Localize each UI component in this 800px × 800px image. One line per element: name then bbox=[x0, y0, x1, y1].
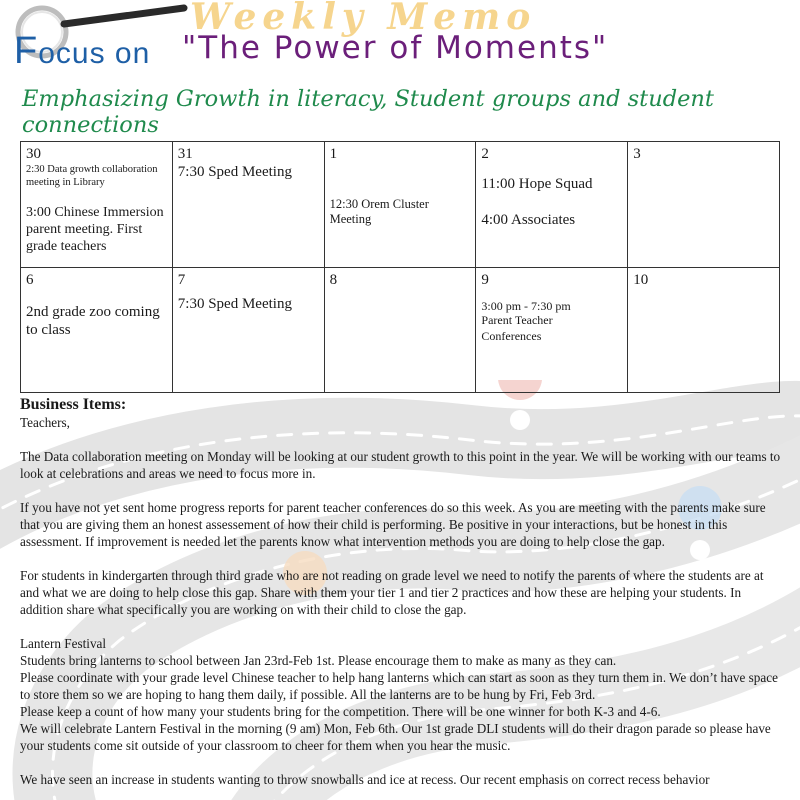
calendar-week-2 bbox=[21, 267, 780, 393]
calendar-day: 9 3:00 pm - 7:30 pm Parent Teacher Conferences bbox=[476, 267, 628, 393]
calendar-day: 8 bbox=[324, 267, 476, 393]
paragraph: For students in kindergarten through third grade who are not reading on grade level we need to notify the parents of where the students are at and what we are doing to help close this gap. Share with them your tier 1 and tier 2 practices and how these are helping your students. In addition share what specifically you are working on with their child to close the gap. bbox=[20, 568, 764, 617]
calendar-day: 7 7:30 Sped Meeting bbox=[172, 267, 324, 393]
calendar-day: 31 7:30 Sped Meeting bbox=[172, 142, 324, 268]
calendar-day: 1 12:30 Orem Cluster Meeting bbox=[324, 142, 476, 268]
paragraph: We will celebrate Lantern Festival in the morning (9 am) Mon, Feb 6th. Our 1st grade DLI students will do their dragon parade so please have your students come sit outside of your classroom to cheer for them when you hear the music. bbox=[20, 721, 771, 753]
calendar-table bbox=[20, 141, 780, 393]
calendar-day: 10 bbox=[628, 267, 780, 393]
weekly-memo-title: Weekly Memo bbox=[190, 0, 537, 38]
calendar-day: 2 11:00 Hope Squad 4:00 Associates bbox=[476, 142, 628, 268]
calendar-day: 3 bbox=[628, 142, 780, 268]
paragraph: The Data collaboration meeting on Monday will be looking at our student growth to this point in the year. We will be working with our teams to look at celebrations and areas we need to focus more in. bbox=[20, 449, 781, 481]
calendar-day: 6 2nd grade zoo coming to class bbox=[21, 267, 173, 393]
calendar-day: 30 2:30 Data growth collaboration meeting in Library 3:00 Chinese Immersion parent meeting. First grade teachers bbox=[21, 142, 173, 268]
paragraph: Please coordinate with your grade level Chinese teacher to help hang lanterns which can start as soon as they turn them in. We don’t have space to store them so we are hoping to hang them daily, if possible. All the lanterns are to be hung by Fri, Feb 3rd. bbox=[20, 670, 778, 702]
greeting: Teachers, bbox=[20, 415, 70, 430]
paragraph: We have seen an increase in students wanting to throw snowballs and ice at recess. Our recent emphasis on correct recess behavior bbox=[20, 772, 710, 787]
lantern-festival-heading: Lantern Festival bbox=[20, 636, 107, 651]
paragraph: If you have not yet sent home progress reports for parent teacher conferences do so this week. As you are meeting with the parents make sure that you are giving them an honest assessement of how their child is performing. Be positive in your interactions, but be honest in this assessment. If improvement is needed let the parents know what intervention methods you are doing to help close the gap. bbox=[20, 500, 766, 549]
paragraph: Students bring lanterns to school between Jan 23rd-Feb 1st. Please encourage them to make as many as they can. bbox=[20, 653, 617, 668]
subtitle: Emphasizing Growth in literacy, Student groups and student connections bbox=[22, 86, 714, 138]
focus-on-label: Focus on bbox=[14, 30, 151, 72]
calendar-week-1 bbox=[21, 142, 780, 268]
business-items-heading: Business Items: bbox=[20, 396, 127, 413]
power-of-moments-title: "The Power of Moments" bbox=[182, 30, 609, 66]
paragraph: Please keep a count of how many your students bring for the competition. There will be one winner for both K-3 and 4-6. bbox=[20, 704, 661, 719]
business-items-section bbox=[20, 396, 782, 788]
